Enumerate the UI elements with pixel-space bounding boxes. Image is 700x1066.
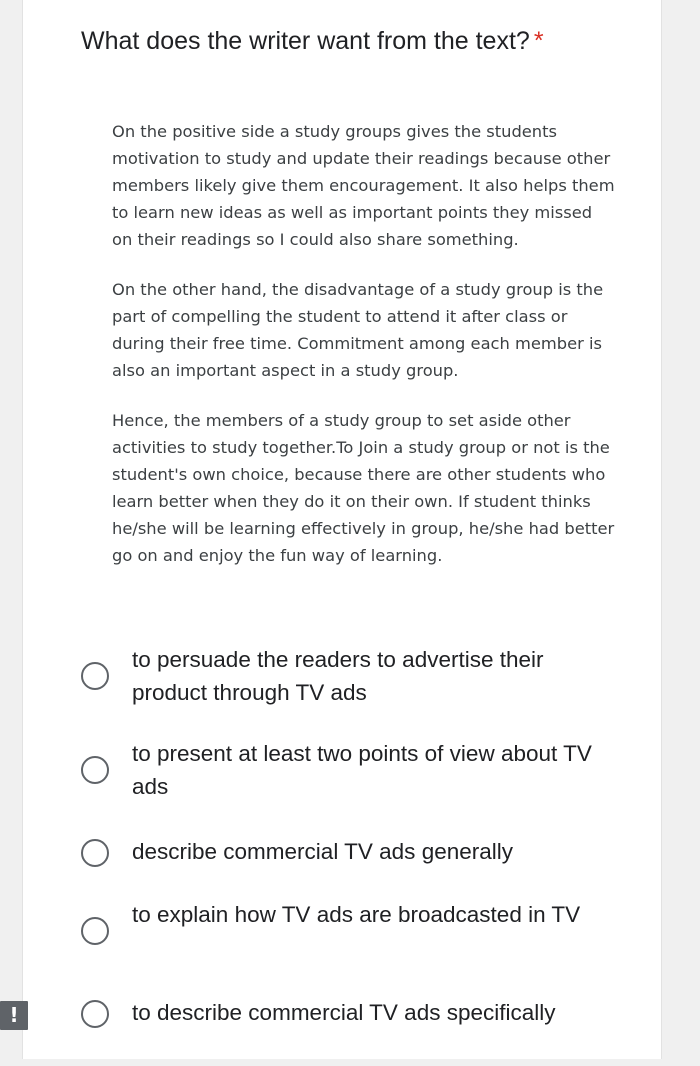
radio-button[interactable] [81, 756, 109, 784]
answer-option[interactable] [81, 996, 661, 1066]
answer-option[interactable] [81, 898, 661, 968]
reading-passage [112, 118, 617, 592]
radio-button[interactable] [81, 917, 109, 945]
answer-option[interactable] [81, 643, 661, 713]
radio-button[interactable] [81, 1000, 109, 1028]
question-card [22, 0, 662, 1059]
question-title [81, 25, 641, 57]
passage-paragraph: On the positive side a study groups gives the students motivation to study and update their readings because other members likely give them encouragement. It also helps them to learn new ideas as well as important points they missed on their readings so I could also share something. [112, 122, 615, 249]
option-label[interactable]: describe commercial TV ads generally [132, 839, 513, 864]
passage-paragraph: Hence, the members of a study group to set aside other activities to study together.To Join a study group or not is the student's own choice, because there are other students who learn better when they do it on their own. If student thinks he/she will be learning effectively in group, he/she had better go on and enjoy the fun way of learning. [112, 411, 615, 565]
option-label[interactable]: to explain how TV ads are broadcasted in TV [132, 902, 581, 927]
exclamation-icon [0, 1001, 28, 1030]
option-label[interactable]: to present at least two points of view about TV ads [132, 741, 592, 799]
exclamation-glyph: ! [9, 1003, 19, 1027]
option-label[interactable]: to persuade the readers to advertise their product through TV ads [132, 647, 544, 705]
option-label[interactable]: to describe commercial TV ads specifically [132, 1000, 556, 1025]
answer-option[interactable] [81, 737, 661, 807]
radio-button[interactable] [81, 662, 109, 690]
question-title-text: What does the writer want from the text? [81, 27, 530, 55]
radio-button[interactable] [81, 839, 109, 867]
required-marker: * [533, 27, 544, 55]
passage-paragraph: On the other hand, the disadvantage of a study group is the part of compelling the student to attend it after class or during their free time. Commitment among each member is also an important aspect in a study group. [112, 280, 604, 380]
answer-option[interactable] [81, 835, 661, 905]
